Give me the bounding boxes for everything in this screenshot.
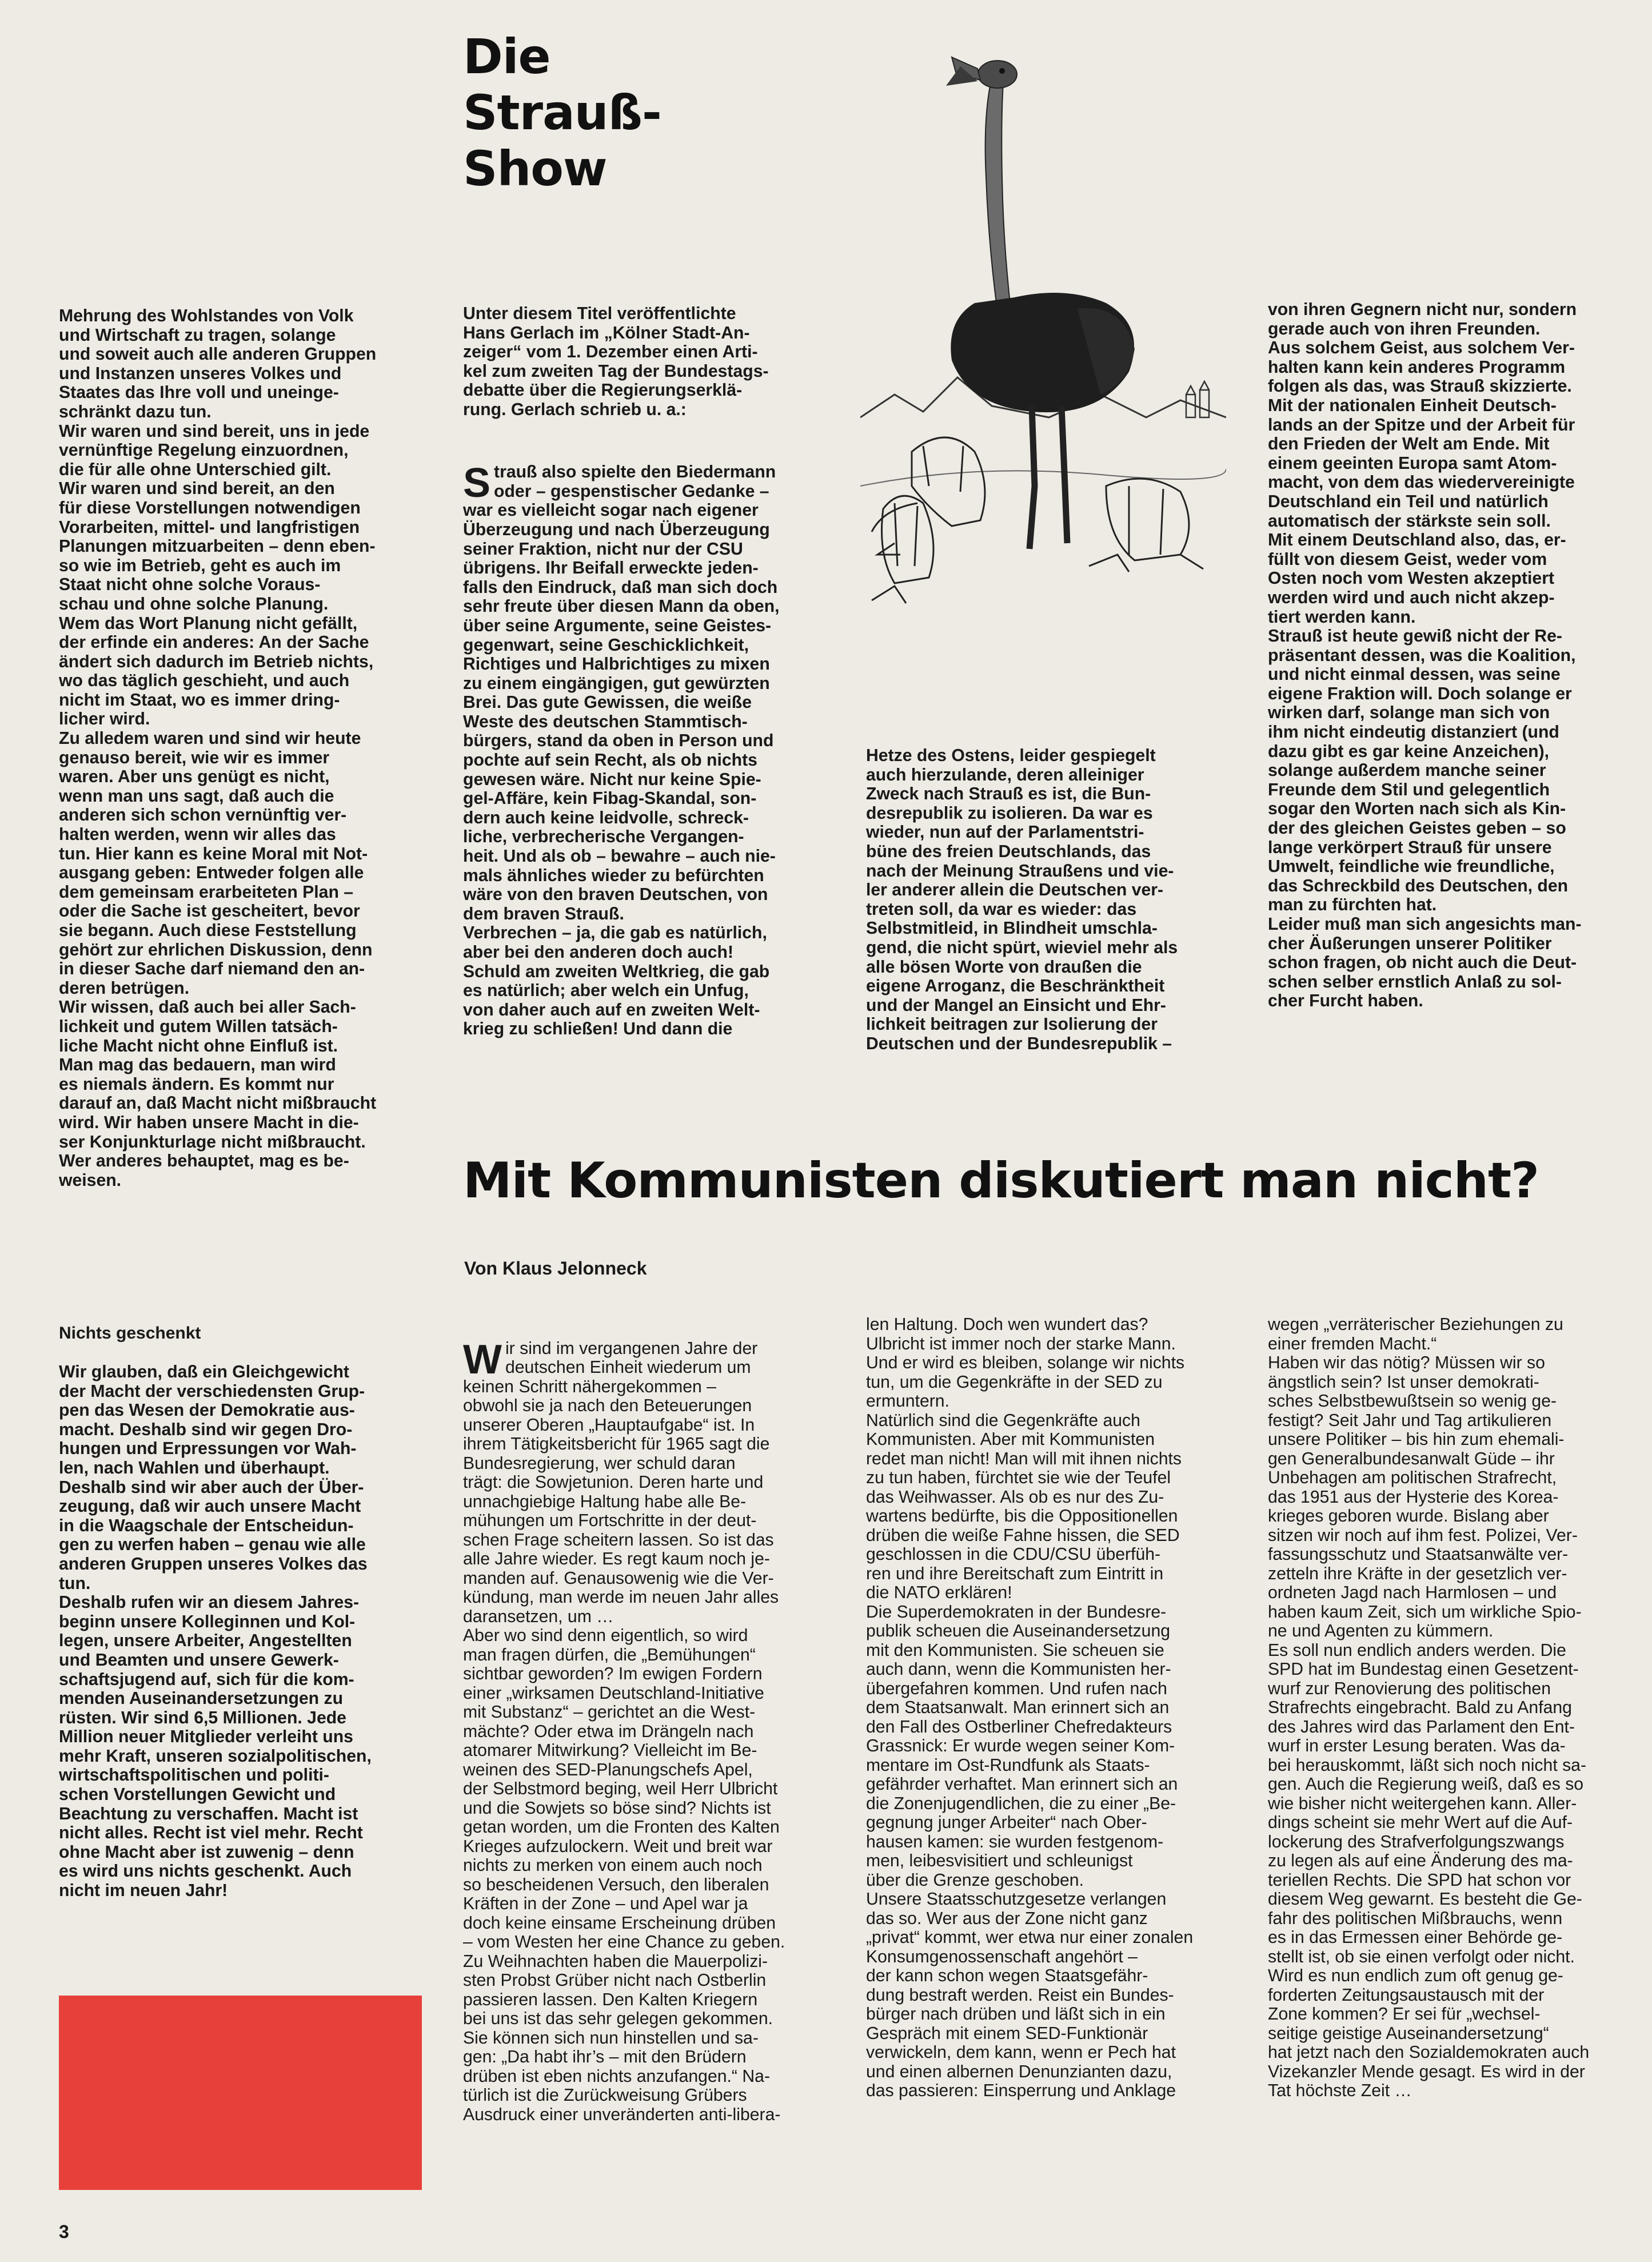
dropcap-s: S <box>463 460 491 507</box>
sidebar-body: Wir glauben, daß ein Gleichgewicht der Macht der verschiedensten Grup- pen das Wesen der Demokratie aus- macht. Deshalb sind wir gegen Dro- hungen und Erpressungen vor Wah- len, nach Wahlen und überhaupt. Deshalb sind wir aber auch der Über- zeugung, daß wir auch unsere Macht in die Waagschale der Entscheidun- gen zu werfen haben – genau wie alle anderen Gruppen unseres Volkes das tun. Deshalb rufen wir an diesem Jahres- beginn unsere Kolleginnen und Kol- legen, unsere Arbeiter, Angestellten und Beamten und unsere Gewerk- schaftsjugend auf, sich für die kom- menden Auseinandersetzungen zu rüsten. Wir sind 6,5 Millionen. Jede Million neuer Mitglieder verleiht uns mehr Kraft, unseren sozialpolitischen, wirtschaftspolitischen und politi- schen Vorstellungen Gewicht und Beachtung zu verschaffen. Macht ist nicht alles. Recht ist viel mehr. Recht ohne Macht aber ist zuwenig – denn es wird uns nichts geschenkt. Auch nicht im neuen Jahr! <box>59 1363 372 1901</box>
article1-column-2-intro: Unter diesem Titel veröffentlichte Hans Gerlach im „Kölner Stadt-An- zeiger“ vom 1. Dezember einen Arti- kel zum zweiten Tag der Bundestags- debatte über die Regierungserklä- rung. Gerlach schrieb u. a.: <box>463 304 769 419</box>
page-number: 3 <box>59 2221 69 2242</box>
sidebar-subhead: Nichts geschenkt <box>59 1324 201 1343</box>
article2-column-1 <box>463 1320 829 2124</box>
article1-column-3 <box>866 746 1232 1054</box>
ostrich-cartoon-illustration <box>860 51 1226 629</box>
article1-column-3-text: Hetze des Ostens, leider gespiegelt auch hierzulande, deren alleiniger Zweck nach Strauß es ist, die Bun- desrepublik zu isolieren. Da war es wieder, nun auf der Parlamentstri- büne des freien Deutschlands, das nach der Meinung Straußens und vie- ler anderer allein die Deutschen ver- treten soll, da war es wieder: das Selbstmitleid, in Blindheit umschla- gend, die nicht spürt, wieviel mehr als alle bösen Worte von draußen die eigene Arroganz, die Beschränktheit und der Mangel an Einsicht und Ehr- lichkeit beitragen zur Isolierung der Deutschen und der Bundesrepublik – <box>866 746 1178 1053</box>
sidebar-nichts-geschenkt <box>59 1324 425 1901</box>
article1-column-1 <box>59 306 425 1190</box>
article2-column-3-text: wegen „verräterischer Beziehungen zu einer fremden Macht.“ Haben wir das nötig? Müssen wir so ängstlich sein? Ist unser demokrati- sches Selbstbewußtsein so wenig ge- festigt? Seit Jahr und Tag artikulieren unsere Politiker – bis hin zum ehemali- gen Generalbundesanwalt Güde – ihr Unbehagen am politischen Strafrecht, das 1951 aus der Hysterie des Korea- krieges geboren wurde. Bislang aber sitzen wir noch auf ihm fest. Polizei, Ver- fassungsschutz und Staatsanwälte ver- zetteln ihre Kräfte in der gesetzlich ver- ordneten Jagd nach Harmlosen – und haben kaum Zeit, sich um wirkliche Spio- ne und Agenten zu kümmern. Es soll nun endlich anders werden. Die SPD hat im Bundestag einen Gesetzent- wurf zur Renovierung des politischen Strafrechts eingebracht. Bald zu Anfang des Jahres wird das Parlament den Ent- wurf in erster Lesung beraten. Was da- bei herauskommt, läßt sich noch nicht sa- gen. Auch die Regierung weiß, daß es so wie bisher nicht weitergehen kann. Aller- dings scheint sie mehr Wert auf die Auf- lockerung des Strafverfolgungszwangs zu legen als auf eine Änderung des ma- teriellen Rechts. Die SPD hat schon vor diesem Weg gewarnt. Es besteht die Ge- fahr des politischen Mißbrauchs, wenn es in das Ermessen einer Behörde ge- stellt ist, ob sie einen verfolgt oder nicht. Wird es nun endlich zum oft genug ge- forderten Zeitungsaustausch mit der Zone kommen? Er sei für „wechsel- seitige geistige Auseinandersetzung“ hat jetzt nach den Sozialdemokraten auch Vizekanzler Mende gesagt. Es wird in der Tat höchste Zeit … <box>1268 1315 1590 2100</box>
article2-byline: Von Klaus Jelonneck <box>464 1258 647 1279</box>
article1-column-2 <box>463 304 829 1039</box>
article2-column-3 <box>1268 1315 1637 2101</box>
dropcap-w: W <box>463 1336 502 1383</box>
article2-column-2 <box>866 1315 1235 2101</box>
article2-title: Mit Kommunisten diskutiert man nicht? <box>463 1152 1539 1209</box>
article2-column-1-text: Wir sind im vergangenen Jahre der deutschen Einheit wiederum um keinen Schritt nähergekommen – obwohl sie ja nach den Beteuerungen unserer Oberen „Hauptaufgabe“ ist. In ihrem Tätigkeitsbericht für 1965 sagt die Bundesregierung, wer schuld daran trägt: die Sowjetunion. Deren harte und unnachgiebige Haltung habe alle Be- mühungen um Fortschritte in der deut- schen Frage scheitern lassen. So ist das alle Jahre wieder. Es regt kaum noch je- manden auf. Genausowenig wie die Ver- kündung, man werde im neuen Jahr alles daransetzen, um … Aber wo sind denn eigentlich, so wird man fragen dürfen, die „Bemühungen“ sichtbar geworden? Im ewigen Fordern einer „wirksamen Deutschland-Initiative mit Substanz“ – gerichtet an die West- mächte? Oder etwa im Drängeln nach atomarer Mitwirkung? Vielleicht im Be- weinen des SED-Planungschefs Apel, der Selbstmord beging, weil Herr Ulbricht und die Sowjets so böse sind? Nichts ist getan worden, um die Fronten des Kalten Krieges aufzulockern. Weit und breit war nichts zu merken von einem auch noch so bescheidenen Versuch, den liberalen Kräften in der Zone – und Apel war ja doch keine einsame Erscheinung drüben – vom Westen her eine Chance zu geben. Zu Weihnachten haben die Mauerpolizi- sten Probst Grüber nicht nach Ostberlin passieren lassen. Den Kalten Kriegern bei uns ist das sehr gelegen gekommen. Sie können sich nun hinstellen und sa- gen: „Da habt ihr’s – mit den Brüdern drüben ist eben nichts anzufangen.“ Na- türlich ist die Zurückweisung Grübers Ausdruck einer unveränderten anti-libera- <box>463 1336 785 2124</box>
article2-column-2-text: len Haltung. Doch wen wundert das? Ulbricht ist immer noch der starke Mann. Und er wird es bleiben, solange wir nichts tun, um die Gegenkräfte in der SED zu ermuntern. Natürlich sind die Gegenkräfte auch Kommunisten. Aber mit Kommunisten redet man nicht! Man will mit ihnen nichts zu tun haben, fürchtet sie wie der Teufel das Weihwasser. Als ob es nur des Zu- wartens bedürfte, bis die Oppositionellen drüben die weiße Fahne hissen, die SED geschlossen in die CDU/CSU überfüh- ren und ihre Bereitschaft zum Eintritt in die NATO erklären! Die Superdemokraten in der Bundesre- publik scheuen die Auseinandersetzung mit den Kommunisten. Sie scheuen sie auch dann, wenn die Kommunisten her- übergefahren kommen. Und rufen nach dem Staatsanwalt. Man erinnert sich an den Fall des Ostberliner Chefredakteurs Grassnick: Er wurde wegen seiner Kom- mentare im Ost-Rundfunk als Staats- gefährder verhaftet. Man erinnert sich an die Zonenjugendlichen, die zu einer „Be- gegnung junger Arbeiter“ nach Ober- hausen kamen: sie wurden festgenom- men, leibesvisitiert und schleunigst über die Grenze geschoben. Unsere Staatsschutzgesetze verlangen das so. Wer aus der Zone nicht ganz „privat“ kommt, wer etwa nur einer zonalen Konsumgenossenschaft angehört – der kann schon wegen Staatsgefähr- dung bestraft werden. Reist ein Bundes- bürger nach drüben und läßt sich in ein Gespräch mit einem SED-Funktionär verwickeln, dem kann, wenn er Pech hat und einen albernen Denunzianten dazu, das passieren: Einsperrung und Anklage <box>866 1315 1194 2100</box>
article1-column-2-body: Strauß also spielte den Biedermann oder – gespenstischer Gedanke – war es vielleicht sogar nach eigener Überzeugung und nach Überzeugung seiner Fraktion, nicht nur der CSU übrigens. Ihr Beifall erweckte jeden- falls den Eindruck, daß man sich doch sehr freute über diesen Mann da oben, über seine Argumente, seine Geistes- gegenwart, seine Geschicklichkeit, Richtiges und Halbrichtiges zu mixen zu einem eingängigen, gut gewürzten Brei. Das gute Gewissen, die weiße Weste des deutschen Stammtisch- bürgers, stand da oben in Person und pochte auf sein Recht, als ob nichts gewesen wäre. Nicht nur keine Spie- gel-Affäre, kein Fibag-Skandal, son- dern auch keine leidvolle, schreck- liche, verbrecherische Vergangen- heit. Und als ob – bewahre – auch nie- mals ähnliches wieder zu befürchten wäre von den braven Deutschen, von dem braven Strauß. Verbrechen – ja, die gab es natürlich, aber bei den anderen doch auch! Schuld am zweiten Weltkrieg, die gab es natürlich; aber welch ein Unfug, von daher auch auf en zweiten Welt- krieg zu schließen! Und dann die <box>463 460 780 1039</box>
article1-column-4-text: von ihren Gegnern nicht nur, sondern gerade auch von ihren Freunden. Aus solchem Geist, aus solchem Ver- halten kann kein anderes Programm folgen als das, was Strauß skizzierte. Mit der nationalen Einheit Deutsch- lands an der Spitze und der Arbeit für den Frieden der Welt am Ende. Mit einem geeinten Europa samt Atom- macht, von dem das wiedervereinigte Deutschland ein Teil und natürlich automatisch der stärkste sein soll. Mit einem Deutschland also, das, er- füllt von diesem Geist, weder vom Osten noch vom Westen akzeptiert werden wird und auch nicht akzep- tiert werden kann. Strauß ist heute gewiß nicht der Re- präsentant dessen, was die Koalition, und nicht einmal dessen, was seine eigene Fraktion will. Doch solange er wirken darf, solange man sich von ihm nicht eindeutig distanziert (und dazu gibt es gar keine Anzeichen), solange außerdem manche seiner Freunde dem Stil und gelegentlich sogar den Worten nach sich als Kin- der des gleichen Geistes geben – so lange verkörpert Strauß für unsere Umwelt, feindliche wie freundliche, das Schreckbild des Deutschen, den man zu fürchten hat. Leider muß man sich angesichts man- cher Äußerungen unserer Politiker schon fragen, ob nicht auch die Deut- schen selber ernstlich Anlaß zu sol- cher Furcht haben. <box>1268 300 1582 1011</box>
article1-column-1-text: Mehrung des Wohlstandes von Volk und Wirtschaft zu tragen, solange und soweit auch alle anderen Gruppen und Instanzen unseres Volkes und Staates das Ihre voll und uneinge- schränkt dazu tun. Wir waren und sind bereit, uns in jede vernünftige Regelung einzuordnen, die für alle ohne Unterschied gilt. Wir waren und sind bereit, an den für diese Vorstellungen notwendigen Vorarbeiten, mittel- und langfristigen Planungen mitzuarbeiten – denn eben- so wie im Betrieb, geht es auch im Staat nicht ohne solche Voraus- schau und ohne solche Planung. Wem das Wort Planung nicht gefällt, der erfinde ein anderes: An der Sache ändert sich dadurch im Betrieb nichts, wo das täglich geschieht, und auch nicht im Staat, wo es immer dring- licher wird. Zu alledem waren und sind wir heute genauso bereit, wie wir es immer waren. Aber uns genügt es nicht, wenn man uns sagt, daß auch die anderen sich schon vernünftig ver- halten werden, wenn wir alles das tun. Hier kann es keine Moral mit Not- ausgang geben: Entweder folgen alle dem gemeinsam erarbeiteten Plan – oder die Sache ist gescheitert, bevor sie begann. Auch diese Feststellung gehört zur ehrlichen Diskussion, denn in dieser Sache darf niemand den an- deren betrügen. Wir wissen, daß auch bei aller Sach- lichkeit und gutem Willen tatsäch- liche Macht nicht ohne Einfluß ist. Man mag das bedauern, man wird es niemals ändern. Es kommt nur darauf an, daß Macht nicht mißbraucht wird. Wir haben unsere Macht in die- ser Konjunkturlage nicht mißbraucht. Wer anderes behauptet, mag es be- weisen. <box>59 306 377 1190</box>
article1-column-4 <box>1268 300 1637 1011</box>
red-block <box>59 1996 422 2190</box>
article-title-strauss-show: Die Strauß- Show <box>463 29 661 197</box>
